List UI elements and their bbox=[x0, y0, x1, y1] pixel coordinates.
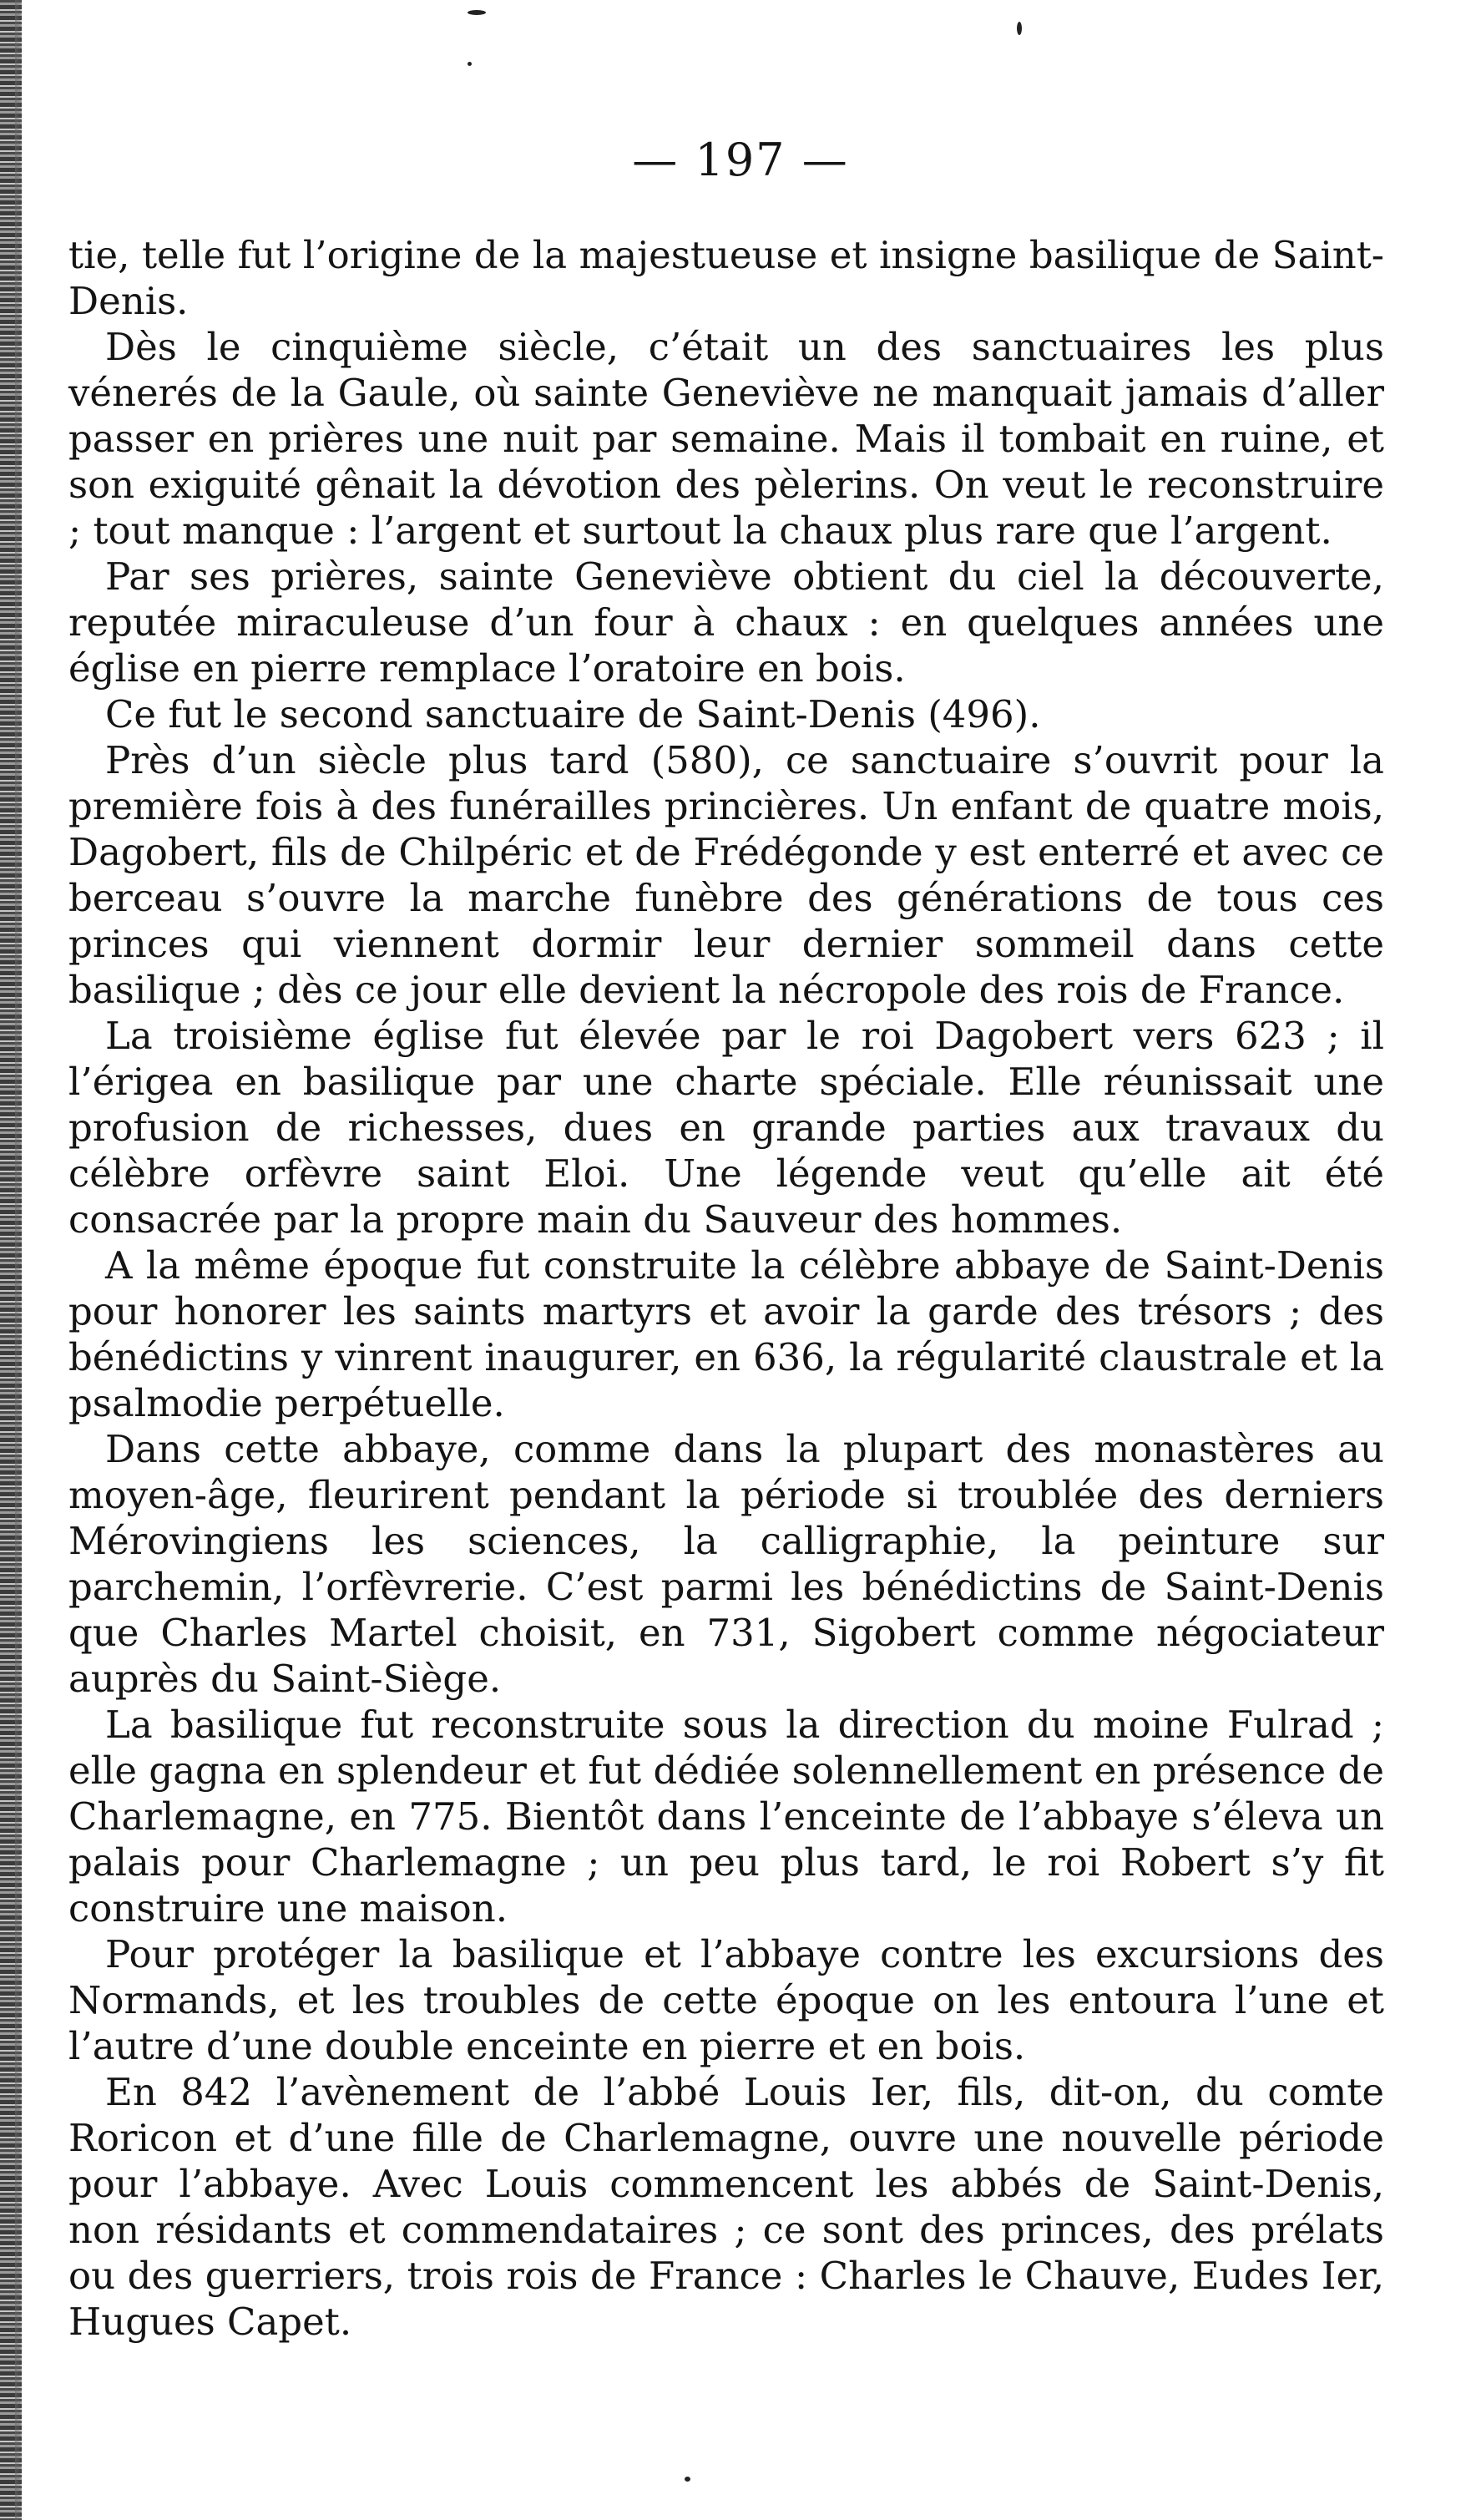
ink-speck bbox=[1017, 22, 1022, 35]
ink-speck bbox=[468, 62, 472, 66]
page-body-text bbox=[68, 232, 1384, 2345]
paragraph: A la même époque fut construite la célèbre abbaye de Saint-Denis pour honorer les saints martyrs et avoir la garde des trésors ; des bénédictins y vinrent inaugurer, en 636, la régularité claustrale et la psalmodie perpétuelle. bbox=[68, 1243, 1384, 1425]
paragraph: La troisième église fut élevée par le roi Dagobert vers 623 ; il l’érigea en basilique par une charte spéciale. Elle réunissait une profusion de richesses, dues en grande parties aux travaux du célèbre orfèvre saint Eloi. Une légende veut qu’elle ait été consacrée par la propre main du Sauveur des hommes. bbox=[68, 1014, 1384, 1242]
paragraph: Dès le cinquième siècle, c’était un des sanctuaires les plus vénerés de la Gaule, où sainte Geneviève ne manquait jamais d’aller passer en prières une nuit par semaine. Mais il tombait en ruine, et son exiguité gênait la dévotion des pèlerins. On veut le reconstruire ; tout manque : l’argent et surtout la chaux plus rare que l’argent. bbox=[68, 325, 1384, 553]
ink-speck bbox=[468, 10, 486, 15]
paragraph: Pour protéger la basilique et l’abbaye contre les excursions des Normands, et les troubles de cette époque on les entoura l’une et l’autre d’une double enceinte en pierre et en bois. bbox=[68, 1932, 1384, 2068]
paragraph: tie, telle fut l’origine de la majestueuse et insigne basilique de Saint-Denis. bbox=[68, 233, 1384, 323]
page-number: — 197 — bbox=[632, 134, 849, 186]
paragraph: Ce fut le second sanctuaire de Saint-Denis (496). bbox=[105, 692, 1041, 736]
paragraph: Par ses prières, sainte Geneviève obtient du ciel la découverte, reputée miraculeuse d’un four à chaux : en quelques années une église en pierre remplace l’oratoire en bois. bbox=[68, 554, 1384, 691]
paragraph: Dans cette abbaye, comme dans la plupart des monastères au moyen-âge, fleurirent pendant la période si troublée des derniers Mérovingiens les sciences, la calligraphie, la peinture sur parchemin, l’orfèvrerie. C’est parmi les bénédictins de Saint-Denis que Charles Martel choisit, en 731, Sigobert comme négociateur auprès du Saint-Siège. bbox=[68, 1427, 1384, 1701]
paragraph: La basilique fut reconstruite sous la direction du moine Fulrad ; elle gagna en splendeur et fut dédiée solennellement en présence de Charlemagne, en 775. Bientôt dans l’enceinte de l’abbaye s’éleva un palais pour Charlemagne ; un peu plus tard, le roi Robert s’y fit construire une maison. bbox=[68, 1703, 1384, 1930]
book-binding-edge bbox=[0, 0, 22, 2520]
paragraph: En 842 l’avènement de l’abbé Louis Ier, fils, dit-on, du comte Roricon et d’une fille de Charlemagne, ouvre une nouvelle période pour l’abbaye. Avec Louis commencent les abbés de Saint-Denis, non résidants et commendataires ; ce sont des princes, des prélats ou des guerriers, trois rois de France : Charles le Chauve, Eudes Ier, Hugues Capet. bbox=[68, 2070, 1384, 2344]
paragraph: Près d’un siècle plus tard (580), ce sanctuaire s’ouvrit pour la première fois à des funérailles princières. Un enfant de quatre mois, Dagobert, fils de Chilpéric et de Frédégonde y est enterré et avec ce berceau s’ouvre la marche funèbre des générations de tous ces princes qui viennent dormir leur dernier sommeil dans cette basilique ; dès ce jour elle devient la nécropole des rois de France. bbox=[68, 738, 1384, 1012]
ink-speck bbox=[685, 2477, 690, 2482]
